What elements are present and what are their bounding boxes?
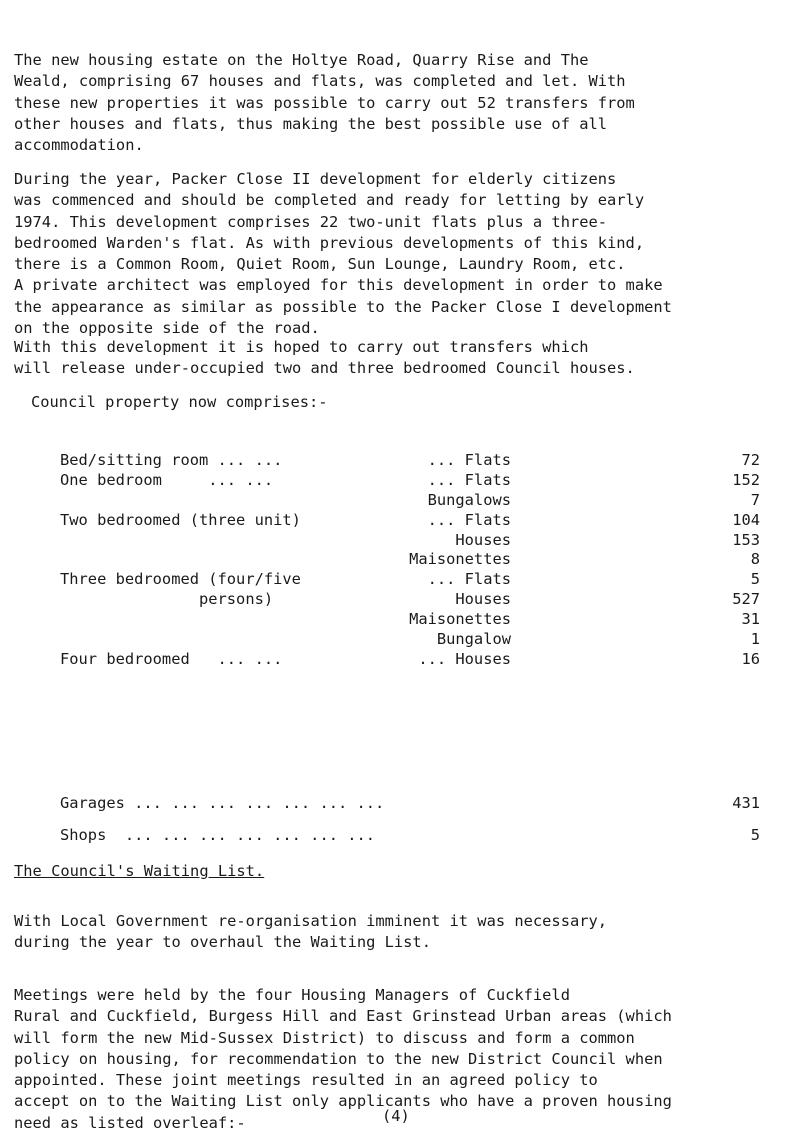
property-row: [60, 471, 760, 491]
garages-label: Garages ... ... ... ... ... ... ...: [60, 794, 385, 812]
property-count: 153: [732, 530, 760, 549]
property-type: Houses: [455, 530, 511, 549]
paragraph-new-housing-estate: The new housing estate on the Holtye Road, Quarry Rise and The Weald, comprising 67 houses and flats, was completed and let. With these new properties it was possible to carry out 52 transfers from other houses and flats, thus making the best possible use of all accommodation.: [14, 51, 635, 155]
property-row: [60, 570, 760, 590]
property-category: Three bedroomed (four/five: [60, 570, 301, 589]
property-category: persons): [60, 590, 274, 609]
paragraph-packer-close-development: During the year, Packer Close II development for elderly citizens was commenced and should be completed and ready for letting by early 1974. This development comprises 22 two-unit flats plus a three- bedroomed Warden's flat. As with previous developments of this kind, there is a Common Room, Quiet Room, Sun Lounge, Laundry Room, etc. A private architect was employed for this development in order to make the appearance as similar as possible to the Packer Close I development on the opposite side of the road.: [14, 170, 672, 338]
property-type: Bungalows: [427, 490, 511, 509]
property-count: 8: [750, 550, 760, 569]
garages-row: [60, 792, 760, 814]
property-row: [60, 650, 760, 670]
property-type: ... Houses: [418, 649, 511, 668]
property-category: Bed/sitting room ... ...: [60, 451, 283, 469]
property-row: [60, 511, 760, 531]
paragraph-meetings: Meetings were held by the four Housing Managers of Cuckfield Rural and Cuckfield, Burgess Hill and East Grinstead Urban areas (which will form the new Mid-Sussex District) to discuss and form a common policy on housing, for recommendation to the new District Council when appointed. These joint meetings resulted in an agreed policy to accept on to the Waiting List only applicants who have a proven housing need as listed overleaf:-: [14, 986, 672, 1132]
shops-label: Shops ... ... ... ... ... ... ...: [60, 826, 376, 844]
property-count: 5: [750, 570, 760, 589]
council-property-table: [60, 451, 760, 670]
property-row: [60, 531, 760, 551]
property-type: ... Flats: [427, 570, 511, 589]
garages-value: 431: [732, 794, 760, 812]
property-count: 16: [741, 649, 760, 668]
shops-row: [60, 824, 760, 846]
property-type: ... Flats: [427, 470, 511, 489]
property-row: [60, 590, 760, 610]
property-category: Four bedroomed ... ...: [60, 649, 283, 668]
property-category: Two bedroomed (three unit): [60, 510, 301, 529]
property-count: 7: [750, 490, 760, 509]
paragraph-transfers: With this development it is hoped to carry out transfers which will release under-occupied two and three bedroomed Council houses.: [14, 338, 635, 378]
property-type: Maisonettes: [409, 550, 511, 569]
property-count: 527: [732, 590, 760, 609]
property-row: [60, 491, 760, 511]
property-intro: Council property now comprises:-: [31, 393, 328, 411]
property-type: Houses: [455, 590, 511, 609]
property-row: [60, 550, 760, 570]
property-count: 31: [741, 610, 760, 629]
property-count: 104: [732, 510, 760, 529]
property-type: ... Flats: [427, 451, 511, 469]
shops-value: 5: [750, 826, 760, 844]
property-row: [60, 610, 760, 630]
property-count: 1: [750, 630, 760, 649]
waiting-list-heading: The Council's Waiting List.: [14, 862, 265, 880]
property-row: [60, 630, 760, 650]
property-category: One bedroom ... ...: [60, 470, 274, 489]
property-count: 152: [732, 470, 760, 489]
property-row: [60, 451, 760, 471]
property-type: Bungalow: [436, 630, 511, 649]
paragraph-reorganisation: With Local Government re-organisation imminent it was necessary, during the year to overhaul the Waiting List.: [14, 912, 608, 952]
page-number: (4): [382, 1107, 410, 1125]
property-type: ... Flats: [427, 510, 511, 529]
property-type: Maisonettes: [409, 610, 511, 629]
property-count: 72: [741, 451, 760, 469]
